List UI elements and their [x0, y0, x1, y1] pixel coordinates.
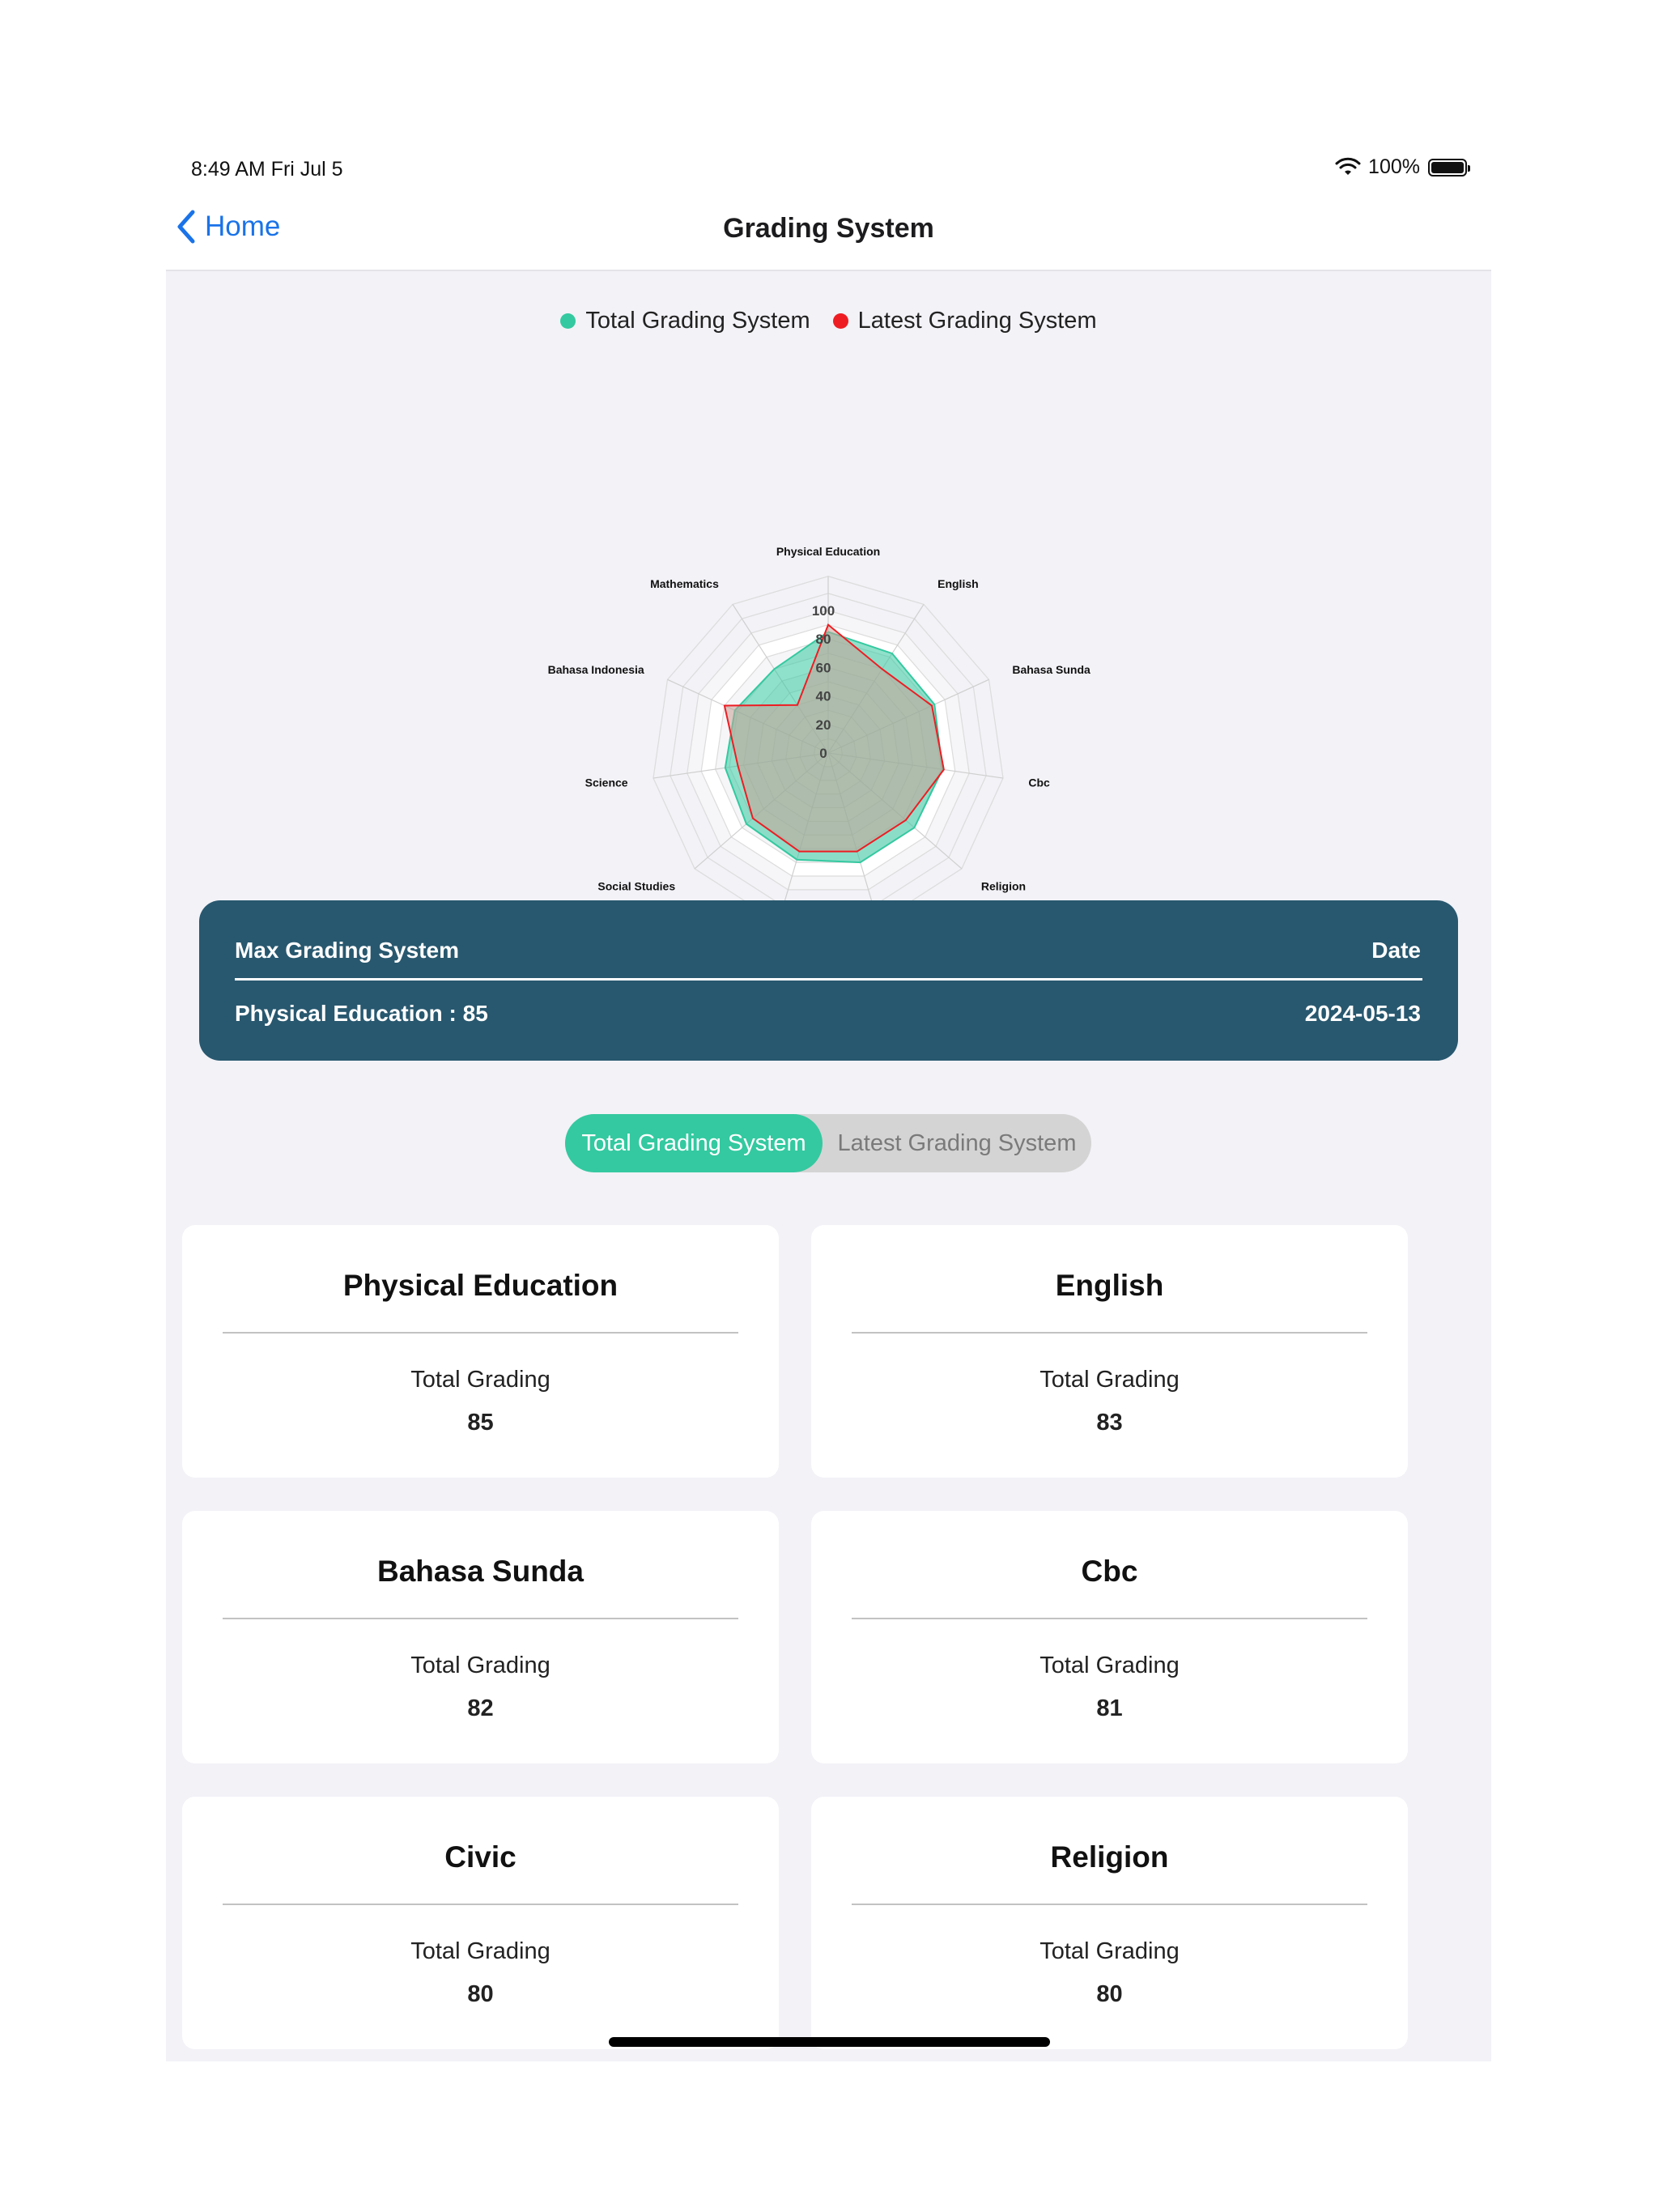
subject-card[interactable]: [182, 1225, 779, 1478]
wifi-icon: [1336, 159, 1360, 177]
subject-name: Civic: [444, 1840, 517, 1874]
grading-label: Total Grading: [1039, 1938, 1180, 1964]
subject-card[interactable]: [811, 1511, 1408, 1763]
subject-card[interactable]: [182, 1797, 779, 2049]
radar-category-label: Religion: [980, 879, 1027, 893]
subject-name: English: [1055, 1269, 1164, 1302]
radar-category-label: Bahasa Indonesia: [547, 663, 644, 677]
grading-label: Total Grading: [410, 1653, 551, 1678]
grading-label: Total Grading: [410, 1367, 551, 1393]
grading-segmented-control: [565, 1114, 1091, 1172]
radar-category-label: Social Studies: [597, 879, 676, 893]
radar-tick-label: 0: [819, 746, 827, 761]
card-divider: [223, 1904, 738, 1905]
home-indicator[interactable]: [609, 2037, 1050, 2047]
subject-card[interactable]: [182, 1511, 779, 1763]
radar-tick-label: 20: [815, 717, 831, 733]
page-title: Grading System: [723, 213, 934, 244]
radar-category-label: English: [937, 576, 979, 590]
grading-value: 83: [1096, 1410, 1123, 1436]
grading-label: Total Grading: [1039, 1367, 1180, 1393]
grading-value: 81: [1096, 1695, 1123, 1721]
grading-value: 80: [1096, 1981, 1123, 2007]
app-screen: [166, 138, 1491, 2061]
radar-category-label: Physical Education: [776, 545, 881, 559]
card-divider: [852, 1618, 1367, 1619]
grading-value: 85: [467, 1410, 494, 1436]
grading-value: 80: [467, 1981, 494, 2007]
legend-label-total: Total Grading System: [585, 308, 810, 334]
card-divider: [852, 1332, 1367, 1334]
chart-legend: [166, 308, 1491, 334]
status-indicators: [1336, 155, 1467, 179]
legend-label-latest: Latest Grading System: [857, 308, 1097, 334]
grading-label: Total Grading: [1039, 1653, 1180, 1678]
radar-tick-label: 40: [815, 688, 831, 704]
legend-item-latest[interactable]: [833, 308, 1097, 334]
legend-dot-total: [560, 313, 576, 329]
subject-name: Religion: [1050, 1840, 1169, 1874]
navigation-bar: [166, 138, 1491, 271]
legend-dot-latest: [833, 313, 848, 329]
max-grading-value: Physical Education : 85: [235, 1001, 488, 1026]
grading-label: Total Grading: [410, 1938, 551, 1964]
subject-name: Physical Education: [342, 1269, 619, 1302]
radar-category-label: Science: [585, 776, 628, 789]
battery-icon: [1428, 159, 1467, 177]
battery-percentage: 100%: [1368, 155, 1420, 178]
grading-value: 82: [467, 1695, 494, 1721]
max-grading-header: Max Grading System: [235, 938, 459, 963]
legend-item-total[interactable]: [560, 308, 810, 334]
card-divider: [223, 1618, 738, 1619]
radar-tick-label: 100: [811, 603, 835, 619]
subject-card[interactable]: [811, 1225, 1408, 1478]
subject-name: Cbc: [1081, 1555, 1138, 1588]
radar-category-label: Mathematics: [650, 576, 719, 590]
radar-category-label: Bahasa Sunda: [1012, 663, 1090, 677]
card-divider: [852, 1904, 1367, 1905]
radar-tick-label: 60: [815, 660, 831, 676]
subject-card[interactable]: [811, 1797, 1408, 2049]
card-divider: [223, 1332, 738, 1334]
segment-total[interactable]: Total Grading System: [565, 1114, 823, 1172]
back-button-label: Home: [205, 211, 281, 242]
date-header: Date: [1371, 938, 1421, 963]
radar-tick-label: 80: [815, 632, 831, 648]
status-time: 8:49 AM Fri Jul 5: [191, 158, 343, 181]
radar-category-label: Cbc: [1028, 776, 1050, 789]
max-grading-date: 2024-05-13: [1304, 1001, 1421, 1026]
segment-latest[interactable]: Latest Grading System: [837, 1129, 1077, 1156]
max-card-divider: [235, 978, 1422, 981]
radar-chart: [166, 372, 1491, 891]
subject-name: Bahasa Sunda: [377, 1555, 584, 1588]
max-grading-card: [199, 900, 1458, 1061]
